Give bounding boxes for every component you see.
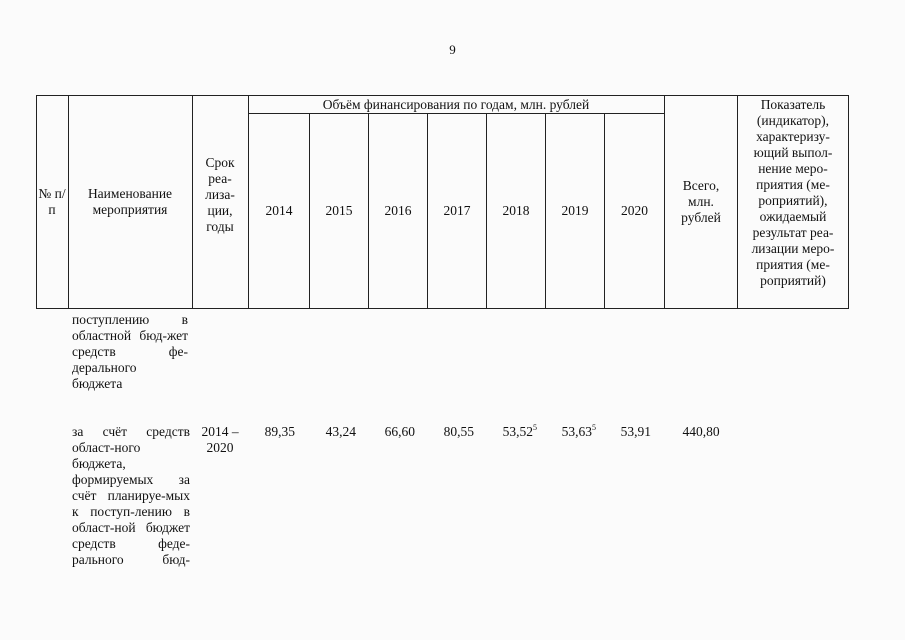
total-cell: 440,80 — [682, 424, 720, 439]
header-year: 2015 — [325, 203, 353, 218]
value-cell: 43,24 — [325, 424, 356, 439]
value-cell: 80,55 — [443, 424, 474, 439]
header-year: 2017 — [443, 203, 471, 218]
row-term: 2014 – 2020 — [201, 424, 239, 455]
value-cell: 53,91 — [620, 424, 651, 439]
value-cell: 53,63$^5$ — [561, 423, 596, 439]
value-cell: 89,35 — [264, 424, 295, 439]
row-name: за счёт средств област-ного бюджета, формируемых за счёт планируе-мых к поступ-лению в област-ной бюджет средств феде-рального бюд- — [72, 424, 190, 567]
value-cell: 66,60 — [384, 424, 415, 439]
header-year: 2014 — [265, 203, 293, 218]
row-name: поступлению в областной бюд-жет средств фе-дерального бюджета — [72, 312, 188, 391]
header-year: 2020 — [621, 203, 648, 218]
header-year: 2018 — [502, 203, 530, 218]
footnote-mark: 5 — [592, 423, 596, 432]
header-year: 2019 — [561, 203, 589, 218]
header-total: Всего, млн. рублей — [681, 178, 721, 225]
header-name: Наименование мероприятия — [87, 186, 173, 217]
value-cell: 53,52$^5$ — [502, 423, 537, 439]
header-indicator: Показатель (индикатор), характеризу-ющий выпол-нение меро-приятия (ме-роприятий), ожидаемый результат реа-лизации меро-приятия (ме-роприятий) — [751, 97, 835, 288]
page-number: 9 — [449, 42, 456, 57]
header-term: Срок реа-лиза-ции, годы — [205, 155, 235, 234]
header-year: 2016 — [384, 203, 412, 218]
header-funding-title: Объём финансирования по годам, млн. рублей — [322, 97, 590, 112]
header-number: № п/п — [38, 186, 66, 217]
footnote-mark: 5 — [533, 423, 537, 432]
